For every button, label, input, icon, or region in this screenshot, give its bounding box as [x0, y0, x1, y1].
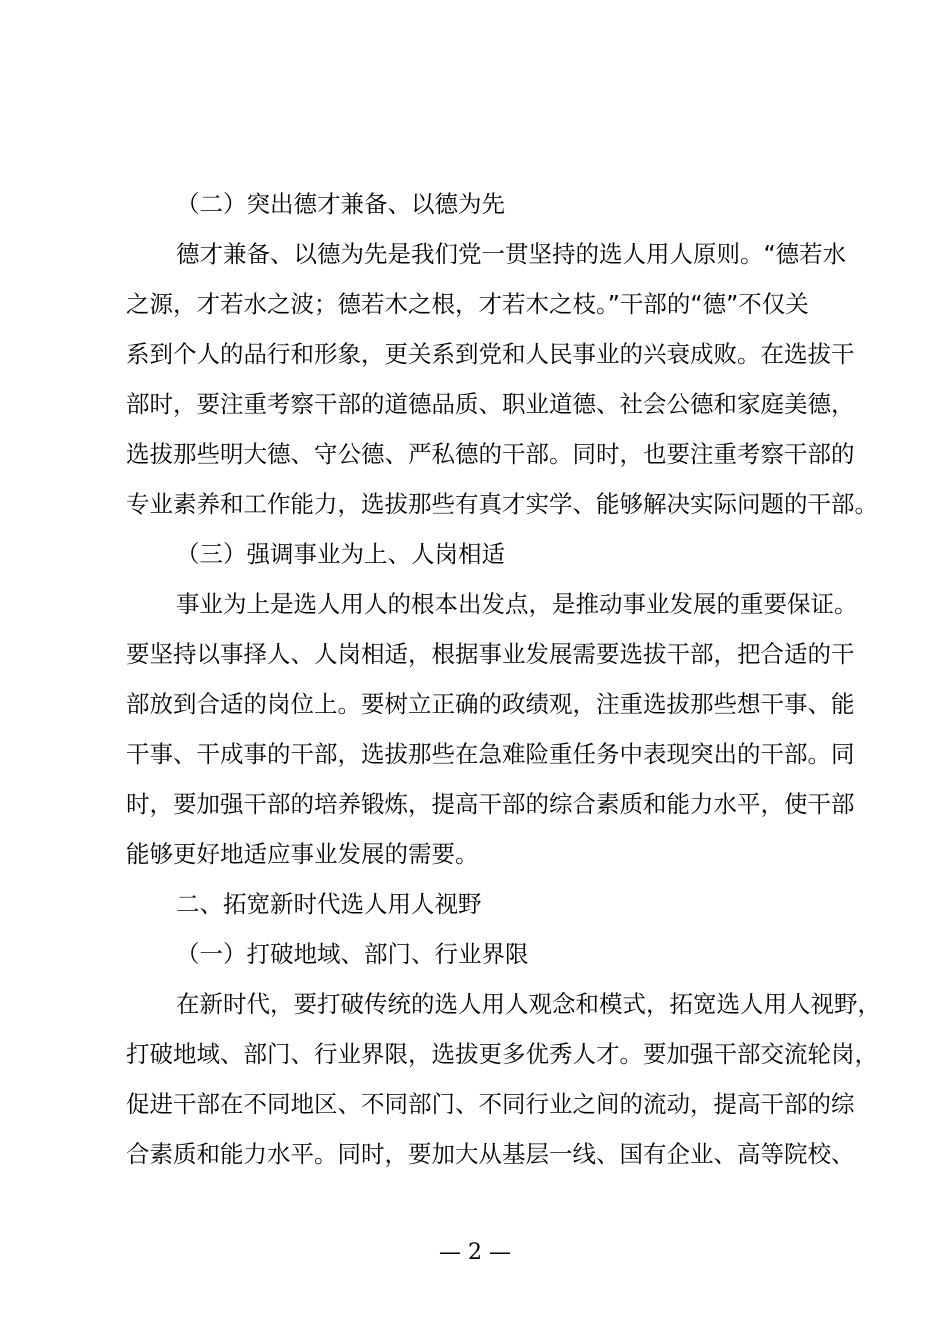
paragraph-line: 促进干部在不同地区、不同部门、不同行业之间的流动，提高干部的综 — [126, 1090, 855, 1118]
paragraph-line: 德才兼备、以德为先是我们党一贯坚持的选人用人原则。“德若水 — [176, 240, 847, 268]
paragraph-line: 合素质和能力水平。同时，要加大从基层一线、国有企业、高等院校、 — [126, 1140, 855, 1168]
chapter-heading: 二、拓宽新时代选人用人视野 — [176, 890, 482, 918]
paragraph-line: 部放到合适的岗位上。要树立正确的政绩观，注重选拔那些想干事、能 — [126, 690, 855, 718]
paragraph-line: 选拔那些明大德、守公德、严私德的干部。同时，也要注重考察干部的 — [126, 440, 855, 468]
paragraph-line: 要坚持以事择人、人岗相适，根据事业发展需要选拔干部，把合适的干 — [126, 640, 855, 668]
page-number: — 2 — — [439, 1240, 511, 1265]
paragraph-line: 干事、干成事的干部，选拔那些在急难险重任务中表现突出的干部。同 — [126, 740, 855, 768]
paragraph-line: 时，要加强干部的培养锻炼，提高干部的综合素质和能力水平，使干部 — [126, 790, 855, 818]
paragraph-line: 之源，才若水之波；德若木之根，才若木之枝。”干部的“德”不仅关 — [126, 290, 809, 318]
paragraph-line: 能够更好地适应事业发展的需要。 — [126, 840, 479, 868]
paragraph-line: 部时，要注重考察干部的道德品质、职业道德、社会公德和家庭美德， — [126, 390, 855, 418]
paragraph-line: 系到个人的品行和形象，更关系到党和人民事业的兴衰成败。在选拔干 — [126, 340, 855, 368]
paragraph-line: 专业素养和工作能力，选拔那些有真才实学、能够解决实际问题的干部。 — [126, 490, 878, 518]
paragraph-line: 在新时代，要打破传统的选人用人观念和模式，拓宽选人用人视野， — [176, 990, 881, 1018]
section-heading: （三）强调事业为上、人岗相适 — [176, 540, 505, 568]
section-heading: （二）突出德才兼备、以德为先 — [176, 190, 505, 218]
paragraph-line: 打破地域、部门、行业界限，选拔更多优秀人才。要加强干部交流轮岗， — [126, 1040, 878, 1068]
section-heading: （一）打破地域、部门、行业界限 — [176, 940, 529, 968]
paragraph-line: 事业为上是选人用人的根本出发点，是推动事业发展的重要保证。 — [176, 590, 858, 618]
